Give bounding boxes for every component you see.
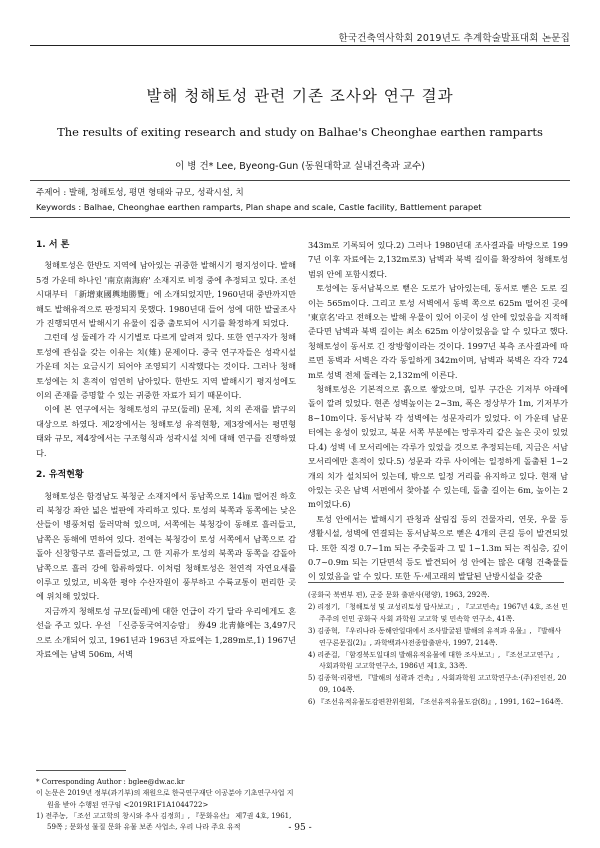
footnote: 6) 『조선유적유물도감편찬위원회, 『조선유적유물도감(8)』, 1991, 162~164쪽. [308, 698, 564, 707]
footnote-rule [36, 770, 126, 771]
section-heading-introduction: 1. 서 론 [36, 240, 70, 250]
paragraph: 청해토성은 함경남도 북청군 소재지에서 동남쪽으로 14㎞ 떨어진 하호리 북청강 좌안 넓은 벌판에 자리하고 있다. 토성의 북쪽과 동쪽에는 낮은 산들이 병풍처럼 둘러막혀 있으며, 서쪽에는 북청강이 동해로 흘러들고, 남쪽은 동해에 면하여 있다. 전에는 북청강이 토성 서쪽에서 남쪽으로 감돌아 신창항구로 흘러들었고, 그 한 지류가 토성의 북쪽과 동쪽을 감돌아 남쪽으로 흘러 강에 합류하였다. 이처럼 청해토성은 천연적 자연요새를 이루고 있었고, 비옥한 평야 수산자원이 풍부하고 수륙교통이 편리한 곳에 위치해 있었다. [36, 490, 296, 602]
paper-title-korean: 발해 청해토성 관련 기존 조사와 연구 결과 [146, 87, 454, 105]
paragraph: 청해토성은 한반도 지역에 남아있는 귀중한 발해시기 평지성이다. 발해 5경 가운데 하나인 '南京南海府' 소재지로 비정 중에 추정되고 있다. 조선시대부터 「新增東國輿地勝覽」에 소개되었지만, 1960년대 중반까지만 해도 발해유적으로 판정되지 못했다. 1980년대 들어 성에 대한 발굴조사가 진행되면서 발해시기 유물이 집중 출토되어 시기를 확정하게 되었다. [36, 260, 296, 329]
page-number: - 95 - [288, 823, 312, 833]
keywords-korean: 주제어 : 발해, 청해토성, 평면 형태와 규모, 성곽시설, 치 [36, 188, 244, 198]
section-heading-site-status: 2. 유적현황 [36, 470, 84, 481]
footnote: 2) 리정기, 「청해토성 및 교성리토성 답사보고」, 『고고민속』1967년 4호, 조선 민주주의 인민 공화국 사회 과학원 고고학 및 민속학 연구소, 41쪽. [308, 602, 568, 623]
left-column [36, 238, 296, 661]
paragraph: 지금까지 청해토성 규모(둘레)에 대한 언급이 각기 달라 우리에게도 혼선을 주고 있다. 우선 「신증동국여지승람」 券49 北靑條에는 3,497尺으로 소개되어 있고, 1961년과 1963년 자료에는 1,289m로,1) 1967년 자료에는 남벽 506m, 서벽 [36, 605, 296, 659]
footnote: 3) 김종혁, 『우리나라 동해안일대에서 조사발굴된 발해의 유적과 유물』, 『발해사연구론문집(2)』, 과학백과사전종합출판사, 1997, 214쪽. [308, 626, 562, 647]
paragraph: 이에 본 연구에서는 청해토성의 규모(둘레) 문제, 치의 존재를 밝구의 대상으로 하였다. 제2장에서는 청해토성 유적현황, 제3장에서는 평면형태와 규모, 제4장에서는 구조형식과 성곽시설 치에 대해 연구를 진행하였다. [36, 404, 296, 458]
footnote: 이 논문은 2019년 정부(과기부)의 재원으로 한국연구재단 이공분야 기초연구사업 지원을 받아 수행된 연구임 <2019R1F1A1044722> [36, 789, 294, 809]
keywords-english: Keywords : Balhae, Cheonghae earthen ramparts, Plan shape and scale, Castle facility, Battlement parapet [36, 202, 482, 212]
footnote: 5) 김종혁·리광번, 『발해의 성곽과 건축』, 사회과학원 고고학연구소·(주)진인진, 2009, 104쪽. [308, 674, 567, 695]
footnote: 1) 전주농, 「조선 고고학의 창시와 추사 김정희」, 『문화유산』 제7권 4호, 1961, 59쪽 ; 문화성 물질 문화 유물 보존 사업소, 우리 나라 주요 유적 [36, 811, 292, 832]
paragraph: 343m로 기록되어 있다.2) 그러나 1980년대 조사결과를 바탕으로 1997년 이후 자료에는 2,132m로3) 남벽과 북벽 길이를 확장하여 청해토성 범위 안에 포함시켰다. [308, 240, 568, 279]
paragraph: 토성에는 동서남북으로 뻗은 도로가 남아있는데, 동서로 뻗은 도로 길이는 565m이다. 그리고 토성 서벽에서 동벽 쪽으로 625m 떨어진 곳에 '東京名'라고 전해오는 발해 우물이 있어 이곳이 성 안에 있었음을 지적해 준다면 남벽과 북벽 길이는 최소 625m 이상이었음을 알 수 있다고 했다. 청해토성이 동서로 긴 장방형이라는 것이다. 1997년 북측 조사결과에 따르면 동벽과 서벽은 각각 동일하게 342m이며, 남벽과 북벽은 각각 724m로 성벽 전체 둘레는 2,132m에 이른다. [308, 283, 568, 380]
paragraph: 청해토성은 기본적으로 흙으로 쌓았으며, 일부 구간은 기저부 아래에 돌이 깔려 있었다. 현존 성벽높이는 2~3m, 폭은 정상부가 1m, 기저부가 8~10m이다. 동서남북 각 성벽에는 성문자리가 있었다. 이 가운데 남문터에는 옹성이 있었고, 북문 서쪽 부분에는 망루자리 같은 높은 곳이 있었다.4) 성벽 네 모서리에는 각루가 있었을 것으로 추정되는데, 지금은 서남 모서리에만 흔적이 있다.5) 성문과 각루 사이에는 일정하게 돌출된 1~2개의 치가 설치되어 있는데, 밖으로 일정 거리를 유지하고 있다. 현재 남아있는 곳은 남벽 서편에서 찾아볼 수 있는데, 돌출 길이는 6m, 높이는 2m이었다.6) [308, 384, 568, 510]
footnote: 4) 리준걸, 「함경북도일대의 발해유적유물에 대한 조사보고」, 『조선고고연구』, 사회과학원 고고학연구소, 1986년 제1호, 33쪽. [308, 650, 560, 671]
footnote: * Corresponding Author : bglee@dw.ac.kr [36, 778, 185, 786]
right-column [308, 238, 568, 584]
keywords-box [30, 180, 570, 218]
footnote-rule [308, 582, 564, 583]
footnote: (공화국 북변부 편), 군중 문화 출판사(평양), 1963, 292쪽. [308, 591, 490, 599]
paragraph: 토성 안에서는 발해시기 관청과 살림집 등의 건물자리, 연못, 우물 등 생활시설, 성벽에 연결되는 동서남북으로 뻗은 4개의 큰길 등이 발견되었다. 또한 직경 0.7~1m 되는 주춧돌과 그 밑 1~1.3m 되는 적심층, 깊이 0.7~0.9m 되는 기단면석 등도 발견되어 성 안에는 많은 대형 건축물들이 있었음을 알 수 있다. 또한 두·세고래의 발달된 난방시설을 갖춘 [308, 513, 568, 582]
author-line: 이 병 건* Lee, Byeong-Gun (동원대학교 실내건축과 교수) [175, 161, 425, 172]
paragraph: 그런데 성 둘레가 각 시기별로 다르게 알려져 있다. 또한 연구자가 청해토성에 관심을 갖는 이유는 치(雉) 문제이다. 중국 연구자들은 성곽시설 가운데 치는 요금시기 되어야 조영되기 시작했다는 것이다. 그러나 청해토성에는 치 흔적이 엄연히 남아있다. 한반도 지역 발해시기 평지성에도 이의 존재를 증명할 수 있는 귀중한 자료가 되기 때문이다. [36, 332, 296, 401]
paper-title-english: The results of exiting research and study on Balhae's Cheonghae earthen ramparts [57, 125, 543, 139]
header-rule [30, 45, 570, 46]
footnotes-right [308, 590, 568, 709]
conference-header: 한국건축역사학회 2019년도 추계학술발표대회 논문집 [338, 33, 570, 44]
